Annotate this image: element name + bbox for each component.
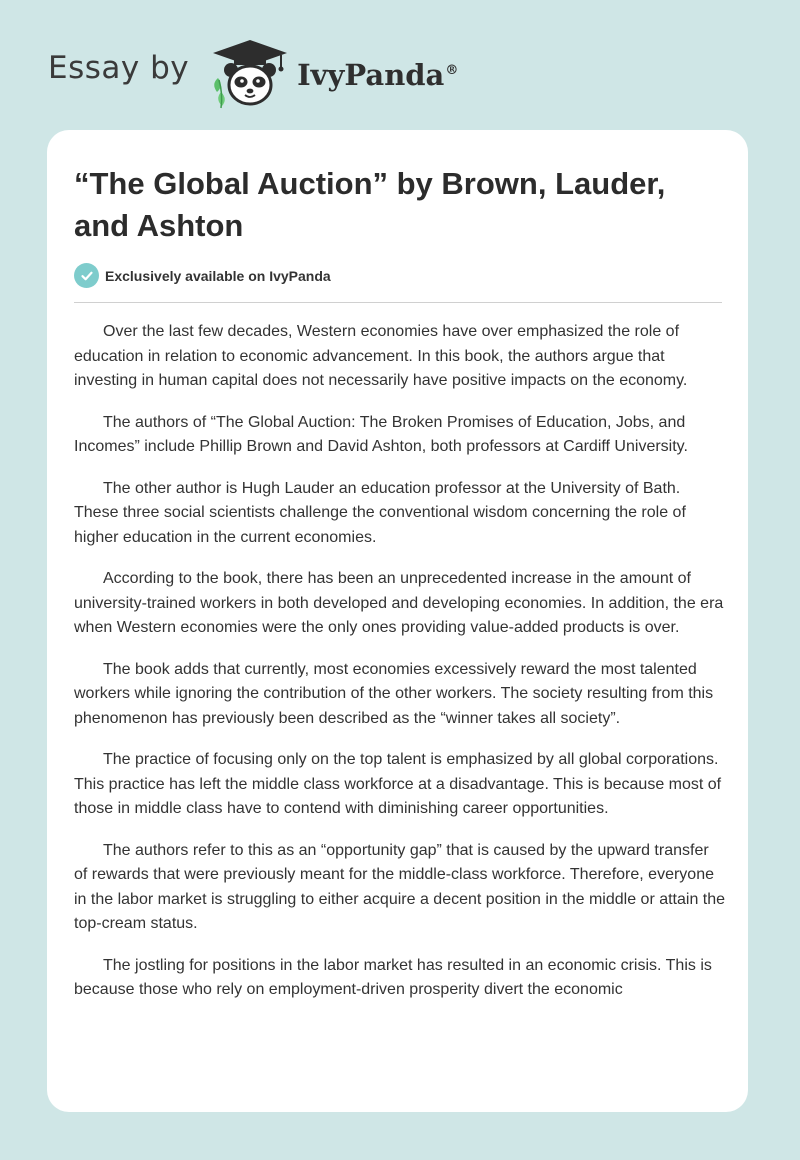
paragraph: The other author is Hugh Lauder an education professor at the University of Bath. These three social scientists challenge the conventional wisdom concerning the role of higher education in the current economies.	[74, 479, 686, 546]
exclusive-badge-label: Exclusively available on IvyPanda	[105, 267, 331, 284]
brand-name[interactable]	[297, 58, 458, 92]
panda-graduation-cap-icon	[207, 36, 293, 110]
essay-card	[47, 130, 748, 1112]
exclusive-badge	[74, 263, 331, 288]
essay-body	[74, 320, 726, 1020]
site-header	[48, 36, 458, 110]
paragraph: The practice of focusing only on the top talent is emphasized by all global corporations. This practice has left the middle class workforce at a disadvantage. This is because most of those in middle class have to contend with diminishing career opportunities.	[74, 751, 722, 817]
panda-logo-icon[interactable]	[207, 36, 293, 110]
paragraph: According to the book, there has been an unprecedented increase in the amount of university-trained workers in both developed and developing economies. In addition, the era when Western economies were the only ones providing value-added products is over.	[74, 570, 724, 636]
paragraph: The jostling for positions in the labor market has resulted in an economic crisis. This is because those who rely on employment-driven prosperity divert the economic	[74, 956, 712, 998]
essay-by-label: Essay by	[48, 50, 190, 86]
check-icon	[74, 263, 99, 288]
paragraph: Over the last few decades, Western economies have over emphasized the role of education in relation to economic advancement. In this book, the authors argue that investing in human capital does not necessarily have positive impacts on the economy.	[74, 323, 688, 389]
essay-title: “The Global Auction” by Brown, Lauder, and Ashton	[74, 166, 666, 243]
registered-mark: ®	[445, 63, 459, 79]
paragraph: The book adds that currently, most economies excessively reward the most talented workers while ignoring the contribution of the other workers. The society resulting from this phenomenon has previously been described as the “winner takes all society”.	[74, 660, 714, 727]
title-divider	[74, 302, 722, 303]
brand-name-text: IvyPanda	[297, 58, 445, 92]
paragraph: The authors refer to this as an “opportunity gap” that is caused by the upward transfer of rewards that were previously meant for the middle-class workforce. Therefore, everyone in the labor market is struggling to either acquire a decent position in the middle or attain the top-cream status.	[74, 841, 726, 932]
paragraph: The authors of “The Global Auction: The Broken Promises of Education, Jobs, and Incomes” include Phillip Brown and David Ashton, both professors at Cardiff University.	[74, 413, 688, 455]
